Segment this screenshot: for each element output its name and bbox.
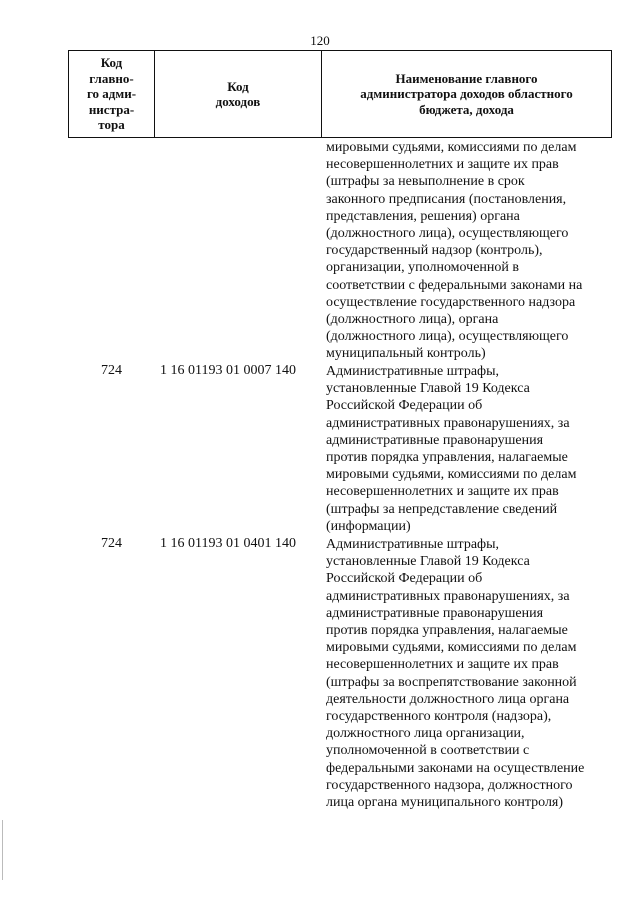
text-line: несовершеннолетних и защите их прав [326,157,559,173]
header-admin-code-line: Код [100,55,123,71]
text-line: государственного контроля (надзора), [326,709,552,725]
header-income-code-line: доходов [215,94,261,109]
header-admin-code [68,50,155,138]
text-line: представления, решения) органа [326,208,520,224]
header-name-line: бюджета, дохода [419,101,514,117]
text-line: мировыми судьями, комиссиями по делам [326,140,577,155]
text-line: (должностного лица), осуществляющего [326,226,569,242]
row-admin-code: 724 [101,363,122,378]
text-line: законного предписания (постановления, [326,191,567,207]
header-income-code-line: Код [227,78,249,94]
text-line: (должностного лица), осуществляющего [326,329,569,345]
text-line: осуществление государственного надзора [326,294,576,310]
header-admin-code-line: го адми- [86,86,137,102]
text-line: организации, уполномоченной в [326,260,520,276]
text-line: Российской Федерации об [326,571,483,587]
text-line: Административные штрафы, [326,364,500,379]
header-name-line: Наименование главного [395,70,538,86]
text-line: мировыми судьями, комиссиями по делам [326,640,577,656]
text-line: административных правонарушениях, за [326,588,570,604]
text-line: должностного лица организации, [326,726,525,742]
header-admin-code-line: тора [98,117,125,133]
page-number: 120 [310,33,330,48]
text-line: несовершеннолетних и защите их прав [326,484,559,500]
text-line: несовершеннолетних и защите их прав [326,657,559,673]
text-line: лица органа муниципального контроля) [326,795,564,811]
row-admin-code: 724 [101,536,122,551]
table-header [68,50,612,138]
text-line: (информации) [326,518,411,534]
text-line: (штрафы за невыполнение в срок [326,174,525,190]
text-line: Российской Федерации об [326,398,483,414]
text-line: уполномоченной в соответствии с [326,743,530,759]
header-name [321,50,612,138]
text-line: деятельности должностного лица органа [326,691,570,707]
text-line: государственного надзора, должностного [326,777,573,793]
row-name [326,363,612,535]
header-admin-code-line: главно- [89,70,134,86]
header-name-line: администратора доходов областного [360,86,573,102]
header-admin-code-line: нистра- [88,101,135,117]
text-line: мировыми судьями, комиссиями по делам [326,467,577,483]
row-income-code: 1 16 01193 01 0401 140 [160,536,296,551]
text-line: установленные Главой 19 Кодекса [326,554,530,570]
text-line: (штрафы за воспрепятствование законной [326,674,577,690]
text-line: против порядка управления, налагаемые [326,623,568,639]
text-line: административных правонарушениях, за [326,415,570,431]
text-line: (должностного лица), органа [326,312,499,328]
text-line: Административные штрафы, [326,537,500,552]
continuation-text [326,139,612,363]
row-income-code: 1 16 01193 01 0007 140 [160,363,296,378]
row-name [326,536,612,811]
text-line: государственный надзор (контроль), [326,243,543,259]
scan-margin-line [2,820,3,880]
text-line: административные правонарушения [326,605,544,621]
text-line: административные правонарушения [326,432,544,448]
text-line: федеральными законами на осуществление [326,760,585,776]
text-line: муниципальный контроль) [326,346,486,362]
text-line: против порядка управления, налагаемые [326,450,568,466]
text-line: (штрафы за непредставление сведений [326,501,558,517]
header-income-code [154,50,322,138]
text-line: установленные Главой 19 Кодекса [326,381,530,397]
text-line: соответствии с федеральными законами на [326,277,583,293]
